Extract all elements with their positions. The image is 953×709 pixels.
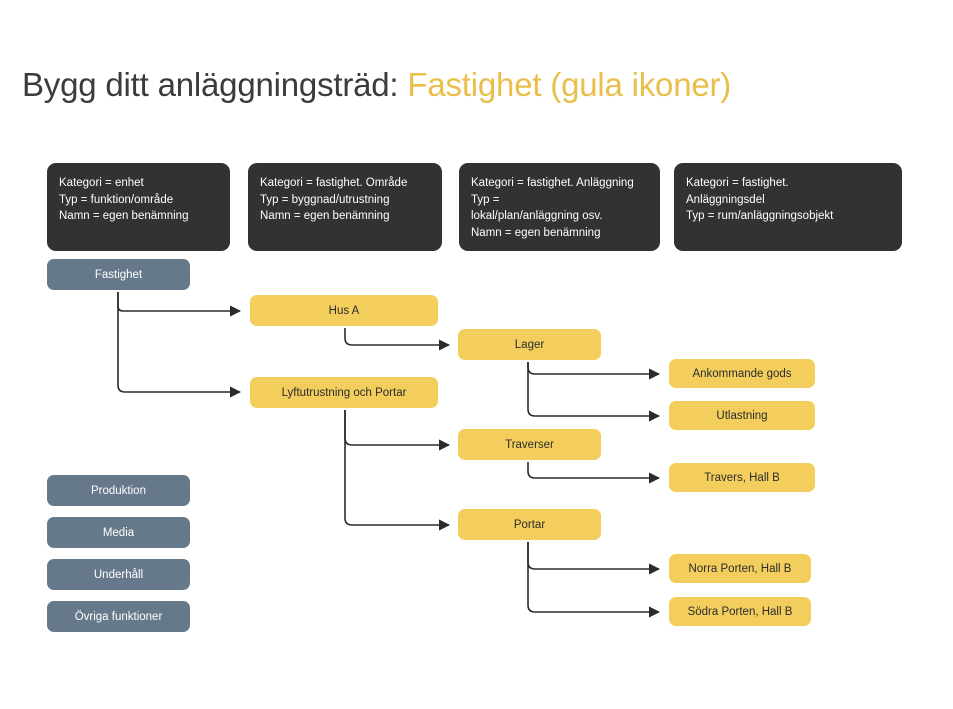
legend-line: Typ = byggnad/utrustning	[260, 193, 390, 206]
node-label: Södra Porten, Hall B	[687, 605, 793, 618]
node-portar[interactable]	[458, 509, 601, 540]
node-travers-hall-b[interactable]	[669, 463, 815, 492]
legend-line: Kategori = fastighet. Anläggning	[471, 177, 634, 189]
node-label: Media	[102, 526, 135, 539]
node-ankommande-gods[interactable]	[669, 359, 815, 388]
node-hus-a[interactable]	[250, 295, 438, 326]
node-fastighet[interactable]	[47, 259, 190, 290]
legend-omrade	[248, 163, 442, 251]
legend-line: Typ = funktion/område	[59, 193, 174, 206]
node-label: Hus A	[328, 304, 360, 317]
node-lyftutrustning[interactable]	[250, 377, 438, 408]
page-title-main: Bygg ditt anläggningsträd:	[22, 66, 408, 103]
node-label: Övriga funktioner	[74, 610, 163, 623]
legend-anlaggningsdel	[674, 163, 902, 251]
node-label: Underhåll	[93, 568, 144, 581]
node-label: Fastighet	[94, 268, 143, 281]
legend-line: Kategori = enhet	[59, 177, 144, 189]
node-underhall[interactable]	[47, 559, 190, 590]
node-sodra-porten-hall-b[interactable]	[669, 597, 811, 626]
node-label: Traverser	[505, 438, 554, 451]
wire-portar-to-norra	[528, 542, 659, 569]
legend-enhet	[47, 163, 230, 251]
node-media[interactable]	[47, 517, 190, 548]
wire-fastighet-to-hus-a	[118, 292, 240, 311]
legend-line: Typ = rum/anläggningsobjekt	[686, 210, 834, 222]
node-label: Utlastning	[716, 409, 768, 422]
node-produktion[interactable]	[47, 475, 190, 506]
node-label: Produktion	[91, 484, 146, 497]
wire-lager-to-utlastning	[528, 362, 659, 416]
legend-anlaggning	[459, 163, 660, 251]
wire-lyft-to-traverser	[345, 410, 449, 445]
legend-line: Kategori = fastighet.	[686, 177, 789, 189]
node-label: Travers, Hall B	[704, 471, 780, 484]
wire-lyft-to-portar	[345, 410, 449, 525]
node-utlastning[interactable]	[669, 401, 815, 430]
legend-line: Kategori = fastighet. Område	[260, 177, 408, 189]
node-label: Lager	[514, 338, 545, 351]
node-label: Norra Porten, Hall B	[688, 562, 792, 575]
page-title-accent: Fastighet (gula ikoner)	[407, 66, 732, 103]
node-traverser[interactable]	[458, 429, 601, 460]
node-lager[interactable]	[458, 329, 601, 360]
node-label: Portar	[513, 518, 546, 531]
node-label: Lyftutrustning och Portar	[281, 386, 407, 399]
page-title	[22, 66, 731, 104]
wire-traverser-to-travers-hall-b	[528, 462, 659, 478]
node-ovriga-funktioner[interactable]	[47, 601, 190, 632]
wire-hus-a-to-lager	[345, 328, 449, 345]
node-label: Ankommande gods	[692, 367, 792, 380]
legend-line: Namn = egen benämning	[59, 210, 189, 222]
legend-line: Anläggningsdel	[686, 193, 765, 206]
wire-lager-to-ankommande	[528, 362, 659, 374]
wire-portar-to-sodra	[528, 542, 659, 612]
legend-line: lokal/plan/anläggning osv.	[471, 210, 603, 222]
legend-line: Namn = egen benämning	[471, 226, 601, 239]
node-norra-porten-hall-b[interactable]	[669, 554, 811, 583]
legend-line: Namn = egen benämning	[260, 210, 390, 222]
wire-fastighet-to-lyftutrustning	[118, 292, 240, 392]
legend-line: Typ =	[471, 193, 500, 206]
